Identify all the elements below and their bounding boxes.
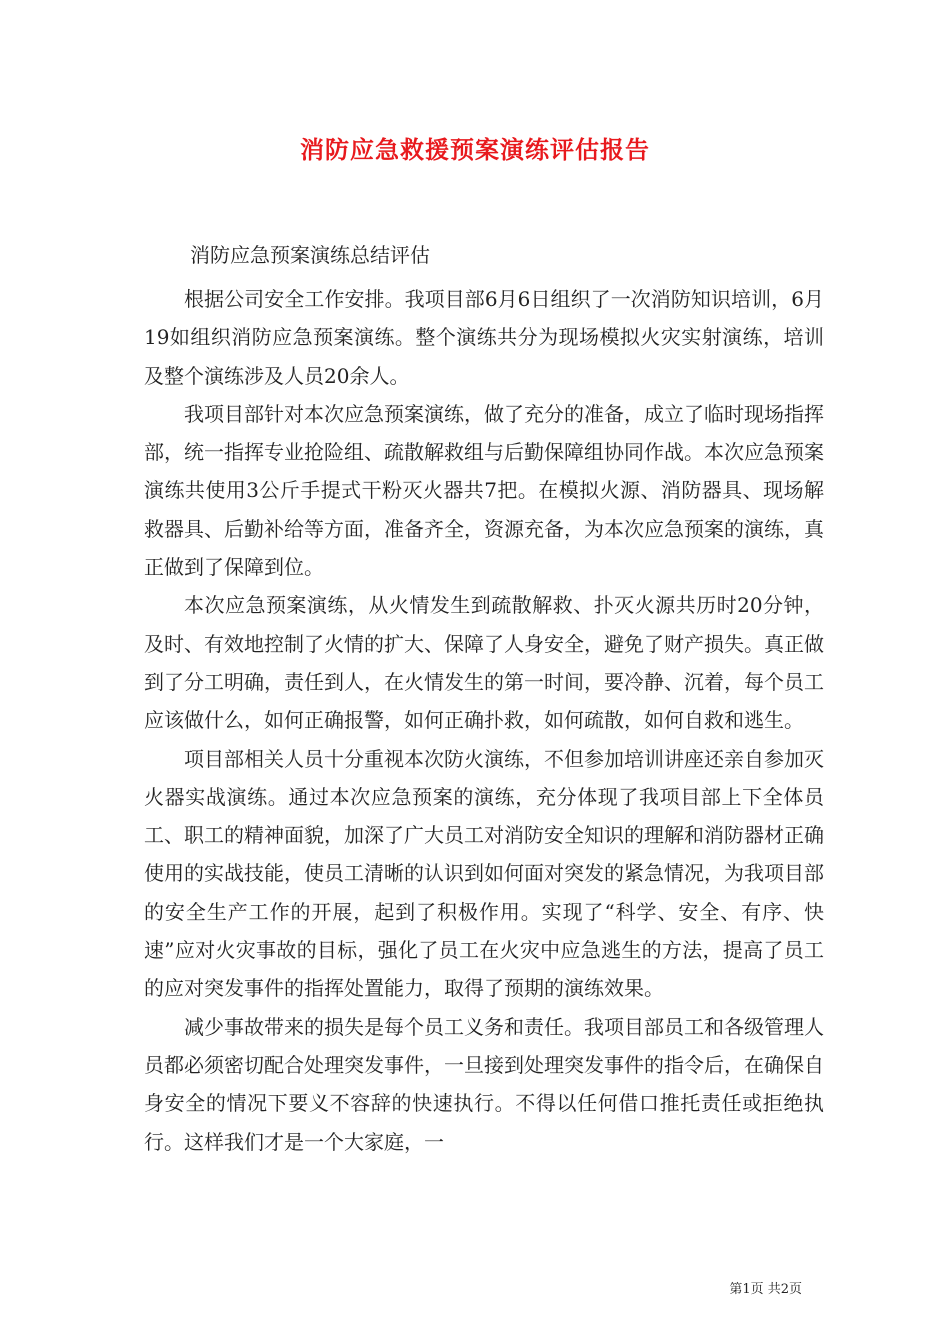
body-paragraph: 项目部相关人员十分重视本次防火演练，不但参加培训讲座还亲自参加灭火器实战演练。通过本次应急预案的演练，充分体现了我项目部上下全体员工、职工的精神面貌，加深了广大员工对消防安全知识的理解和消防器材正确使用的实战技能，使员工清晰的认识到如何面对突发的紧急情况，为我项目部的安全生产工作的开展，起到了积极作用。实现了“科学、安全、有序、快速”应对火灾事故的目标，强化了员工在火灾中应急逃生的方法，提高了员工的应对突发事件的指挥处置能力，取得了预期的演练效果。 bbox=[144, 746, 824, 1001]
page-number-footer: 第1页 共2页 bbox=[729, 1282, 802, 1297]
body-paragraph: 我项目部针对本次应急预案演练，做了充分的准备，成立了临时现场指挥部，统一指挥专业抢险组、疏散解救组与后勤保障组协同作战。本次应急预案演练共使用3公斤手提式干粉灭火器共7把。在模拟火源、消防器具、现场解救器具、后勤补给等方面，准备齐全，资源充备，为本次应急预案的演练，真正做到了保障到位。 bbox=[144, 401, 824, 580]
body-paragraph: 本次应急预案演练，从火情发生到疏散解救、扑灭火源共历时20分钟，及时、有效地控制了火情的扩大、保障了人身安全，避免了财产损失。真正做到了分工明确，责任到人，在火情发生的第一时间，要冷静、沉着，每个员工应该做什么，如何正确报警，如何正确扑救，如何疏散，如何自救和逃生。 bbox=[144, 593, 824, 733]
body-paragraph: 减少事故带来的损失是每个员工义务和责任。我项目部员工和各级管理人员都必须密切配合处理突发事件，一旦接到处理突发事件的指令后，在确保自身安全的情况下要义不容辞的快速执行。不得以任何借口推托责任或拒绝执行。这样我们才是一个大家庭，一 bbox=[144, 1014, 824, 1154]
body-paragraph: 根据公司安全工作安排。我项目部6月6日组织了一次消防知识培训，6月19如组织消防应急预案演练。整个演练共分为现场模拟火灾实射演练，培训及整个演练涉及人员20余人。 bbox=[144, 287, 824, 388]
document-body bbox=[144, 280, 824, 1161]
document-title: 消防应急救援预案演练评估报告 bbox=[300, 135, 650, 164]
document-subtitle: 消防应急预案演练总结评估 bbox=[190, 243, 430, 267]
